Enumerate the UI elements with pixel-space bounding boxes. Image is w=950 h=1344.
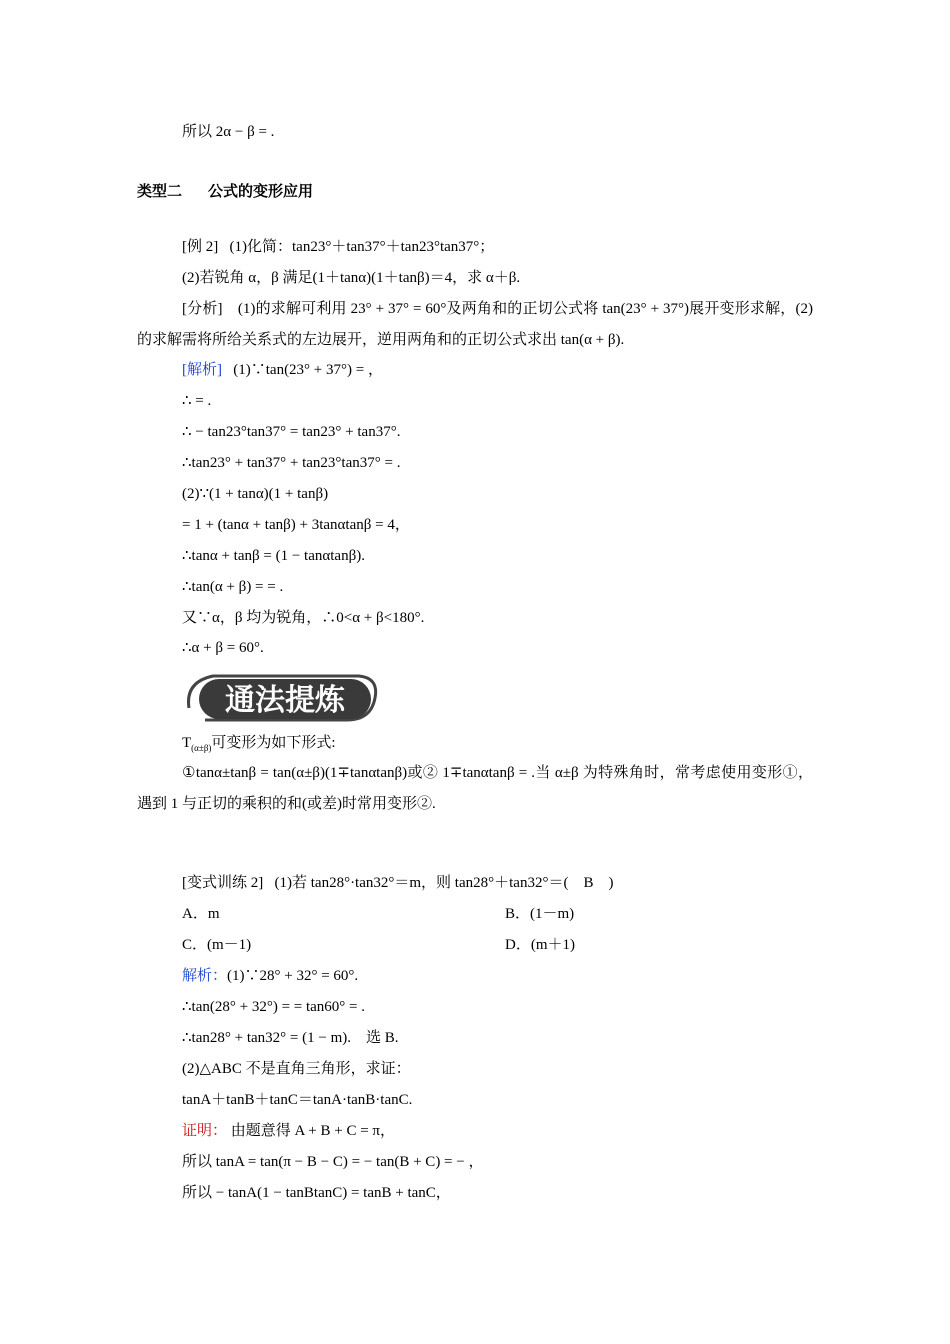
method-t: T bbox=[182, 735, 192, 751]
proof-label: 证明： bbox=[182, 1123, 228, 1139]
practice-solution-1-text: (1)∵28° + 32° = 60°. bbox=[227, 968, 359, 984]
method-intro-text: 可变形为如下形式: bbox=[211, 735, 336, 751]
practice-solution-label: 解析： bbox=[182, 968, 228, 984]
section-heading bbox=[137, 180, 313, 201]
solution-line-7: ∴tanα + tanβ = (1 − tanαtanβ). bbox=[182, 548, 365, 564]
option-a: A．m bbox=[182, 906, 220, 922]
proof-line-3: 所以 − tanA(1 − tanBtanC) = tanB + tanC， bbox=[182, 1185, 451, 1201]
solution-line-2: ∴ = . bbox=[182, 393, 212, 409]
heading-title: 公式的变形应用 bbox=[208, 183, 314, 200]
practice-q1 bbox=[182, 873, 613, 893]
solution-line-6: = 1 + (tanα + tanβ) + 3tanαtanβ = 4， bbox=[182, 517, 410, 533]
option-c: C．(m－1) bbox=[182, 937, 252, 953]
solution-line-5: (2)∵(1 + tanα)(1 + tanβ) bbox=[182, 486, 329, 502]
proof-line-2: 所以 tanA = tan(π − B − C) = − tan(B + C) = − ， bbox=[182, 1154, 484, 1170]
proof-line-1 bbox=[182, 1121, 395, 1141]
method-forms: ①tanα±tanβ = tan(α±β)(1∓tanαtanβ)或② 1∓tanαtanβ = .当 α±β 为特殊角时，常考虑使用变形①，遇到 1 与正切的乘积的和(或差)时常用变形②. bbox=[137, 765, 813, 812]
solution-line-1 bbox=[182, 360, 383, 380]
example-2-q2: (2)若锐角 α，β 满足(1＋tanα)(1＋tanβ)＝4，求 α＋β. bbox=[182, 270, 521, 286]
proof-line-1-text: 由题意得 A + B + C = π， bbox=[230, 1123, 395, 1139]
method-summary-badge bbox=[183, 668, 379, 726]
analysis-paragraph: [分析] (1)的求解可利用 23° + 37° = 60°及两角和的正切公式将 tan(23° + 37°)展开变形求解，(2)的求解需将所给关系式的左边展开，逆用两角和的正切公式求出 tan(α + β). bbox=[137, 301, 813, 348]
option-d: D．(m＋1) bbox=[505, 937, 575, 953]
example-label: [例 2] bbox=[182, 239, 219, 255]
solution-line-1-text: (1)∵tan(23° + 37°) = ， bbox=[233, 362, 383, 378]
method-intro bbox=[182, 733, 336, 758]
method-t-sub: (α±β) bbox=[191, 743, 212, 753]
solution-label: [解析] bbox=[182, 362, 222, 378]
solution-line-3: ∴ − tan23°tan37° = tan23° + tan37°. bbox=[182, 424, 401, 440]
conclusion-line: 所以 2α − β = . bbox=[182, 124, 275, 140]
practice-solution-3: ∴tan28° + tan32° = (1 − m). 选 B. bbox=[182, 1030, 399, 1046]
solution-line-4: ∴tan23° + tan37° + tan23°tan37° = . bbox=[182, 455, 401, 471]
practice-solution-2: ∴tan(28° + 32°) = = tan60° = . bbox=[182, 999, 366, 1015]
solution-line-8: ∴tan(α + β) = = . bbox=[182, 579, 284, 595]
solution-line-9: 又∵α，β 均为锐角，∴0<α + β<180°. bbox=[182, 610, 425, 626]
example-2-q1-text: (1)化简：tan23°＋tan37°＋tan23°tan37°； bbox=[229, 239, 495, 255]
practice-q2: (2)△ABC 不是直角三角形，求证： bbox=[182, 1061, 411, 1077]
practice-q2-statement: tanA＋tanB＋tanC＝tanA·tanB·tanC. bbox=[182, 1092, 413, 1108]
practice-q1-text: (1)若 tan28°·tan32°＝m，则 tan28°＋tan32°＝( B ) bbox=[274, 875, 614, 891]
option-b: B．(1－m) bbox=[505, 906, 575, 922]
solution-line-10: ∴α + β = 60°. bbox=[182, 640, 264, 656]
practice-solution-1 bbox=[182, 966, 358, 986]
example-2-q1 bbox=[182, 237, 494, 257]
badge-text: 通法提炼 bbox=[225, 683, 345, 718]
heading-type: 类型二 bbox=[137, 183, 183, 200]
practice-label: [变式训练 2] bbox=[182, 875, 264, 891]
